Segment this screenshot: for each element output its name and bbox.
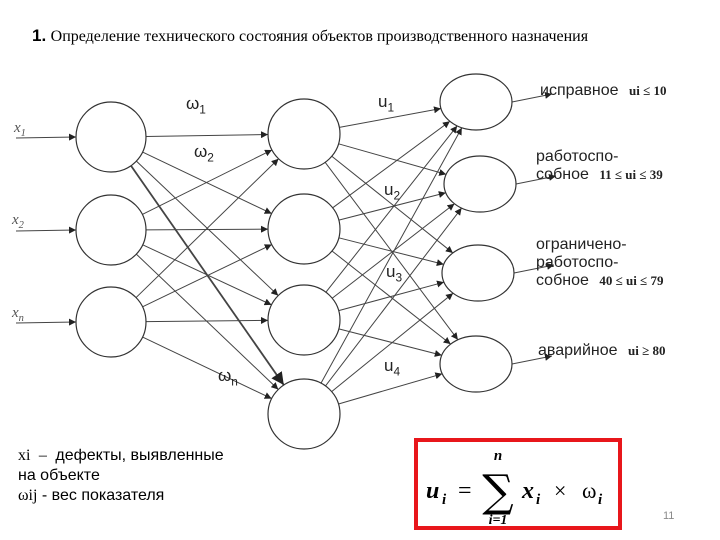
connection-l2-l3	[321, 128, 462, 383]
output-neuron	[444, 156, 516, 212]
formula-omega: ω	[582, 478, 597, 503]
formula-omega-sub: i	[598, 492, 603, 508]
input-label-x2: $x_2$	[12, 212, 24, 231]
input-neuron	[76, 102, 146, 172]
legend	[18, 446, 224, 506]
connection-l2-l3	[339, 238, 444, 265]
weight-label-wn: $\omega_n$	[218, 366, 238, 389]
hidden-neuron	[268, 285, 340, 355]
hidden-neuron	[268, 99, 340, 169]
class-label-emergency: аварийное ui ≥ 80	[538, 342, 666, 359]
legend-line-defects: xi – дефекты, выявленные	[18, 447, 224, 464]
title-number: 1.	[32, 26, 47, 45]
legend-line-object: на объекте	[18, 467, 100, 484]
connection-l1-l2	[143, 337, 272, 399]
weight-label-w1: $\omega_1$	[186, 94, 206, 117]
input-neuron	[76, 287, 146, 357]
formula-x: x	[522, 478, 534, 504]
formula-lhs: u	[426, 478, 440, 504]
input-label-x1: $x_1$	[14, 120, 26, 139]
output-neuron	[442, 245, 514, 301]
connection-l2-l3	[339, 329, 442, 355]
input-label-xn: $x_n$	[12, 305, 24, 324]
input-neuron	[76, 195, 146, 265]
formula-box	[414, 438, 622, 530]
formula-sigma: ∑	[482, 466, 514, 517]
connection-l1-l2	[146, 320, 268, 321]
output-label-u3: $u_3$	[386, 262, 403, 285]
summation-formula	[418, 442, 618, 526]
formula-equals: =	[458, 478, 472, 504]
output-neuron	[440, 336, 512, 392]
formula-lhs-sub: i	[442, 492, 447, 508]
class-condition-serviceable: ui ≤ 10	[628, 83, 667, 98]
connection-l1-l2	[146, 229, 268, 230]
input-arrow	[16, 322, 76, 323]
formula-times: ×	[554, 478, 567, 503]
legend-line-weight: ωij - вес показателя	[18, 487, 165, 504]
class-label-limited: ограничено- работоспо- собное 40 ≤ ui ≤ 79	[536, 236, 664, 289]
formula-x-sub: i	[536, 492, 541, 508]
title-text: Определение технического состояния объектов производственного назначения	[50, 28, 589, 45]
connection-l2-l3	[339, 144, 447, 175]
connection-l2-l3	[339, 282, 444, 310]
input-arrow	[16, 230, 76, 231]
hidden-neuron	[268, 194, 340, 264]
class-label-operable: работоспо- собное 11 ≤ ui ≤ 39	[536, 148, 663, 183]
output-neuron	[440, 74, 512, 130]
hidden-neuron	[268, 379, 340, 449]
weight-label-w2: $\omega_2$	[194, 142, 214, 165]
class-condition-limited: 40 ≤ ui ≤ 79	[599, 273, 664, 288]
connection-l1-l2	[146, 135, 268, 137]
formula-sum-top: n	[493, 448, 503, 464]
output-label-u4: $u_4$	[384, 356, 401, 379]
output-label-u1: $u_1$	[378, 92, 395, 115]
formula-sum-bottom: i=1	[488, 513, 508, 526]
page-number: 11	[663, 510, 675, 522]
output-label-u2: $u_2$	[384, 180, 401, 203]
class-label-serviceable: исправное ui ≤ 10	[540, 82, 667, 99]
class-condition-emergency: ui ≥ 80	[627, 343, 666, 358]
class-condition-operable: 11 ≤ ui ≤ 39	[599, 167, 663, 182]
